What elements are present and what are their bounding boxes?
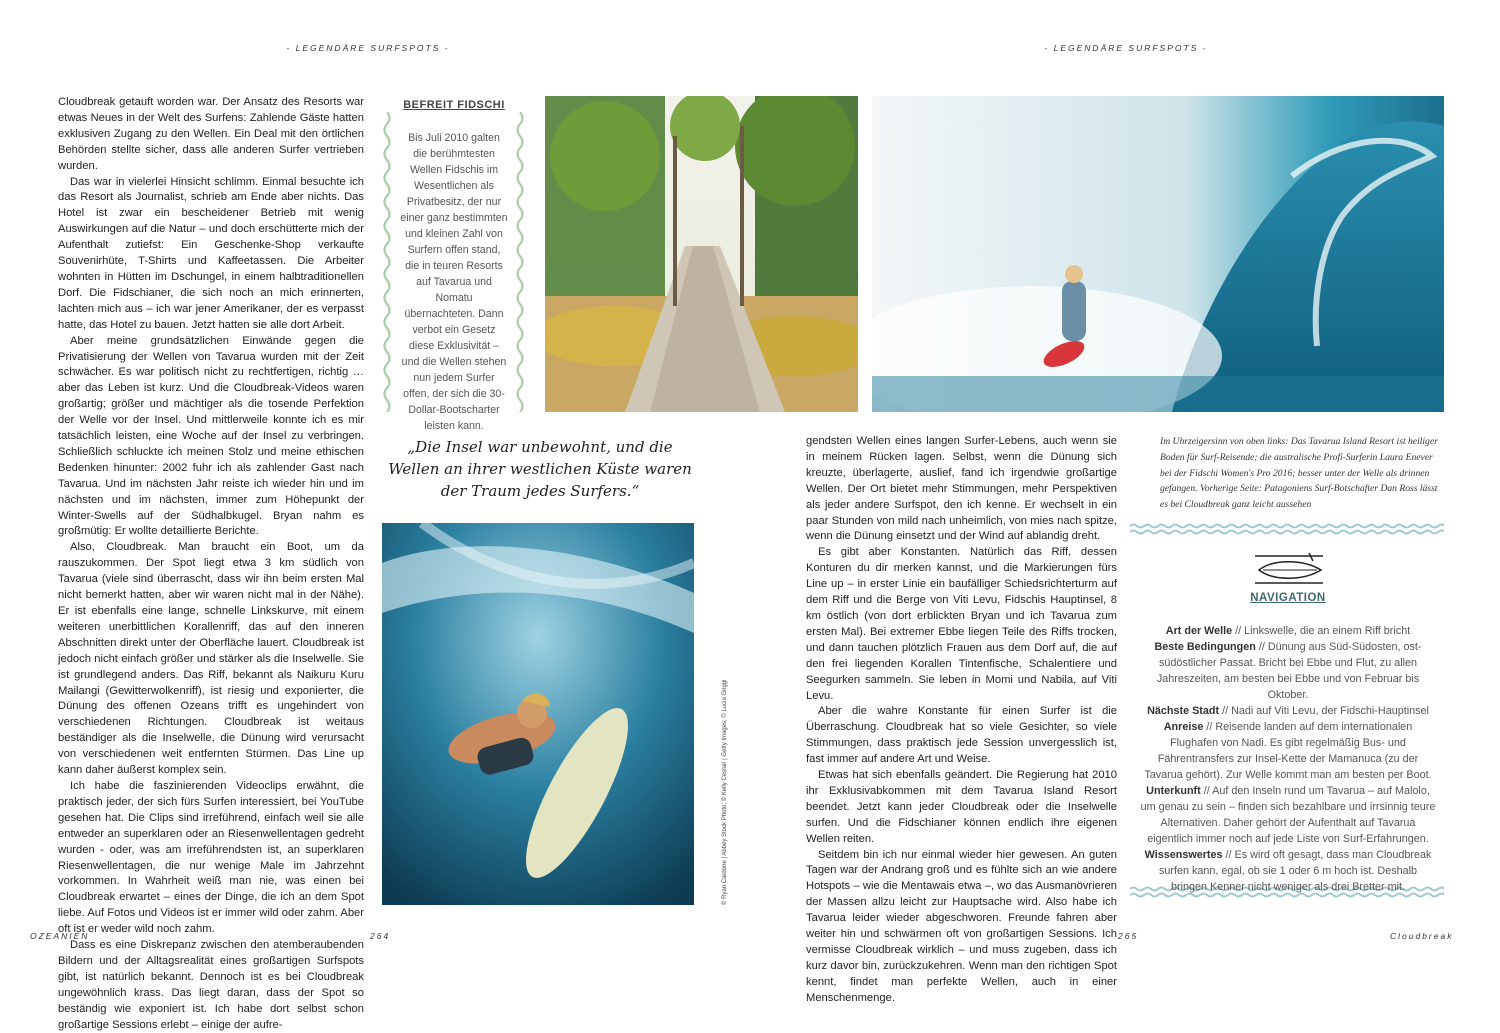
navigation-item	[1140, 783, 1436, 847]
body-paragraph: Dass es eine Diskrepanz zwischen den atemberaubenden Bildern und der Alltagsrealität eines großartigen Surfspots gibt, ist natürlich bekannt. Dennoch ist es bei Cloudbreak ungewöhnlich krass. Das liegt daran, dass der Spot so beständig wie exponiert ist. Ich habe dort selbst schon großartige Sessions erlebt – einige der aufre-	[58, 939, 364, 1031]
footer-section-left: OZEANIEN	[30, 931, 90, 941]
navigation-item-text: // Dünung aus Süd-Südosten, ost-südöstlicher Passat. Bricht bei Ebbe und Flut, zu allen Jahreszeiten, am besten bei Ebbe und von Februar bis Oktober.	[1156, 641, 1422, 701]
wave-divider-icon	[1130, 522, 1444, 536]
surfboard-icon	[1253, 551, 1325, 589]
squiggle-border-icon	[514, 112, 526, 412]
navigation-item-text: // Es wird oft gesagt, dass man Cloudbreak surfen kann, egal, ob sie 1 oder 6 m hoch ist. Deshalb bringen Kenner nicht weniger als drei Bretter mit.	[1158, 849, 1432, 893]
navigation-item	[1140, 703, 1436, 719]
underwater-surfer-photo	[382, 523, 694, 905]
navigation-item-label: Art der Welle	[1165, 625, 1233, 637]
sidebar-title: BEFREIT FIDSCHI	[403, 99, 505, 111]
navigation-item-text: // Reisende landen auf dem internationalen Flughafen von Nadi. Es gibt regelmäßig Bus- und Fährentransfers zur Insel-Kette der Mamanuca (zu der Tavarua gehört). Zur Welle kommt man am besten per Boot.	[1144, 721, 1432, 781]
navigation-item	[1140, 847, 1436, 895]
body-paragraph: Aber meine grundsätzlichen Einwände gegen die Privatisierung der Wellen von Tavarua wurden mit der Zeit schwächer. Es war politisch nicht zu rechtfertigen, richtig … aber das Leben ist kurz. Und die Cloudbreak-Videos waren großartig; größer und mächtiger als die tosende Perfektion der Welle vor der Insel. Und mittlerweile konnte ich es mir tatsächlich leisten, eine Woche auf der Insel zu verbringen. Schließlich schluckte ich meinen Stolz und meine ethischen Bedenken hinunter: 2002 fuhr ich als zahlender Gast nach Tavarua. Und im nächsten Jahr reiste ich wieder hin und im nächsten und im nächsten, immer zum Höhepunkt der Winter-Swells auf der Südhalbkugel. Bryan nahm es großmütig: Er wollte detaillierte Berichte.	[58, 334, 364, 538]
navigation-list	[1140, 623, 1436, 895]
body-paragraph: Cloudbreak getauft worden war. Der Ansatz des Resorts war etwas Neues in der Welt des Surfens: Zahlende Gäste hatten exklusiven Zugang zu den Wellen. Ein Deal mit den örtlichen Behörden stellte sicher, dass alle anderen Surfer vertrieben wurden.	[58, 96, 364, 172]
navigation-item	[1140, 719, 1436, 783]
navigation-item-text: // Nadi auf Viti Levu, der Fidschi-Hauptinsel	[1219, 705, 1429, 717]
footer-section-right: Cloudbreak	[1390, 931, 1454, 941]
page-header-right: - LEGENDÄRE SURFSPOTS -	[1044, 43, 1208, 53]
navigation-item-label: Beste Bedingungen	[1154, 641, 1256, 653]
navigation-item	[1140, 623, 1436, 639]
resort-path-photo	[545, 96, 858, 412]
page-number-right: 265	[1118, 931, 1139, 941]
body-paragraph: Das war in vielerlei Hinsicht schlimm. Einmal besuchte ich das Resort als Journalist, schrieb am Ende aber nichts. Das Hotel ist zwar ein bescheidener Betrieb mit wenig Auswirkungen auf die Natur – und doch erschütterte mich der Aufenthalt zutiefst: Ein Geschenke-Shop verkaufte Souvenirhüte, T-Shirts und Kaffeetassen. Die Arbeiter wohnten in Hütten im Dschungel, in einem halbtraditionellen Dorf. Die Fidschianer, die sich noch an mich erinnerten, lachten mich aus – ich war jener Amerikaner, der es verpasst hatte, das Hotel zu bauen. Jetzt hatten sie alle dort Arbeit.	[58, 175, 364, 331]
page-header-left: - LEGENDÄRE SURFSPOTS -	[286, 43, 450, 53]
page-number-left: 264	[370, 931, 391, 941]
navigation-title: NAVIGATION	[1250, 592, 1326, 604]
body-paragraph: Also, Cloudbreak. Man braucht ein Boot, um da rauszukommen. Der Spot liegt etwa 3 km südlich von Tavarua (viele sind überrascht, dass wir ihn beim ersten Mal nicht bemerkt hatten, aber wir waren nicht mal in der Nähe). Er ist ebenfalls eine lange, schnelle Linkskurve, mit einem weiteren unerbittlichen Korallenriff, das auf den inneren Abschnitten direkt unter der Oberfläche lauert. Cloudbreak ist jedoch nicht einfach größer und stärker als die Inselwelle. Sie ist grundlegend anders. Das Riff, bekannt als Naikuru Kuru Mailangi (Gewitterwolkenriff), ist riesig und exponierter, die Dünung des offenen Ozeans trifft es ungehindert von verschiedenen Richtungen. Cloudbreak ist weitaus beständiger als die Inselwelle, die Dünung wird verursacht von verschiedenen weit entfernten Stürmen. Das Line up kann daher äußerst komplex sein.	[58, 541, 364, 777]
navigation-item-label: Unterkunft	[1146, 785, 1201, 797]
pull-quote: „Die Insel war unbewohnt, und die Wellen an ihrer westlichen Küste waren der Traum jedes Surfers.“	[388, 438, 692, 500]
navigation-item-text: // Auf den Inseln rund um Tavarua – auf Malolo, um genau zu sein – finden sich bezahlbare und irrsinnig teure Alternativen. Daher gehört der Aufenthalt auf Tavarua eigentlich immer noch auf jede Liste von Surf-Erfahrungen.	[1140, 785, 1436, 845]
navigation-item-label: Wissenswertes	[1144, 849, 1223, 861]
left-body-column	[58, 95, 364, 1033]
navigation-item-label: Anreise	[1163, 721, 1204, 733]
navigation-item-label: Nächste Stadt	[1147, 705, 1220, 717]
navigation-item	[1140, 639, 1436, 703]
body-paragraph: Aber die wahre Konstante für einen Surfer ist die Überraschung. Cloudbreak hat so viele Gesichter, so viele Stimmungen, dass praktisch jede Session unvergesslich ist, fast immer auf andere Art und Weise.	[806, 705, 1117, 766]
sidebar-text: Bis Juli 2010 galten die berühmtesten Wellen Fidschis im Wesentlichen als Privatbesitz, der nur einer ganz bestimmten und kleinen Zahl von Surfern offen stand, die in teuren Resorts auf Tavarua und Nomatu übernachteten. Dann verbot ein Gesetz diese Exklusivität – und die Wellen stehen nun jedem Surfer offen, der sich die 30-Dollar-Bootscharter leisten kann.	[400, 132, 508, 432]
body-paragraph: Seitdem bin ich nur einmal wieder hier gewesen. An guten Tagen war der Andrang groß und es fühlte sich an wie andere Hotspots – wie die Mentawais etwa –, wo das Ausmanövrieren der Massen allzu leicht zur Hauptsache wird. Also habe ich Tavarua leider wieder abgeschworen. Freunde fahren aber weiter hin und schwärmen oft von großartigen Sessions. Ich vermisse Cloudbreak wirklich – und muss zugeben, dass ich kurz davor bin, zurückzukehren. Wenn man den richtigen Spot kennt, findet man perfekte Wellen, auch in einer Menschenmenge.	[806, 848, 1117, 1004]
photo-caption: Im Uhrzeigersinn von oben links: Das Tavarua Island Resort ist heiliger Boden für Surf-Reisende; die australische Profi-Surferin Laura Enever bei der Fidschi Women's Pro 2016; besser unter der Welle als drinnen gefangen. Vorherige Seite: Patagoniens Surf-Botschafter Dan Ross lässt es bei Cloudbreak ganz leicht aussehen	[1160, 436, 1438, 511]
right-body-column	[806, 434, 1117, 1007]
surfer-wave-photo	[872, 96, 1444, 412]
photo-credit: © Ryan Cardone | Abbey Stock Photo; © Kelly Cestari | Getty Images; © Lucia Griggi	[722, 679, 728, 905]
squiggle-border-icon	[381, 112, 393, 412]
body-paragraph: Etwas hat sich ebenfalls geändert. Die Regierung hat 2010 ihr Exklusivabkommen mit dem Tavarua Island Resort beendet. Jetzt kann jeder Cloudbreak oder die Inselwelle surfen. Und die Fidschianer können endlich ihre eigenen Wellen reiten.	[806, 769, 1117, 845]
navigation-item-text: // Linkswelle, die an einem Riff bricht	[1232, 625, 1411, 637]
body-paragraph: Ich habe die faszinierenden Videoclips erwähnt, die praktisch jeder, der sich fürs Surfen interessiert, bei YouTube gesehen hat. Die Clips sind irreführend, einfach weil sie alle entweder an superklaren oder an Riesenwellentagen gedreht wurden - oder, was am irreführendsten ist, an superklaren Riesenwellentagen, die nur wenige Male im Jahrzehnt vorkommen. In Wahrheit weiß man nie, was einen bei Cloudbreak erwartet – eines der Dinge, die ich an dem Spot liebe. Auf Fotos und Videos ist er immer wild oder zahm. Aber oft ist er weder wild noch zahm.	[58, 779, 364, 936]
body-paragraph: gendsten Wellen eines langen Surfer-Lebens, auch wenn sie in meinem Rücken lagen. Selbst, wenn die Dünung sich kreuzte, überlagerte, auslief, fand ich irgendwie großartige Wellen. Der Ort bietet mehr Stimmungen, mehr Perspektiven als jeder andere Surfspot, den ich kenne. Er wechselt in ein paar Stunden von mild nach unheimlich, von mies nach spitze, wenn die Dünung einsetzt und der Wind auf ablandig dreht.	[806, 435, 1117, 543]
body-paragraph: Es gibt aber Konstanten. Natürlich das Riff, dessen Konturen du dir merken kannst, und die Markierungen fürs Line up – in erster Linie ein baufälliger Schiedsrichterturm auf dem Riff und die Berge von Viti Levu, Fidschis Hauptinsel, 8 km östlich (von dort erblickten Bryan und ich Tavarua zum ersten Mal). Bei extremer Ebbe liegen Teile des Riffs trocken, und dann tauchen plötzlich Frauen aus dem Dorf auf, die auf den frei liegenden Korallen Tintenfische, Schalentiere und Seegurken sammeln. Sie leben in Momi und Nabila, auf Viti Levu.	[806, 546, 1117, 702]
